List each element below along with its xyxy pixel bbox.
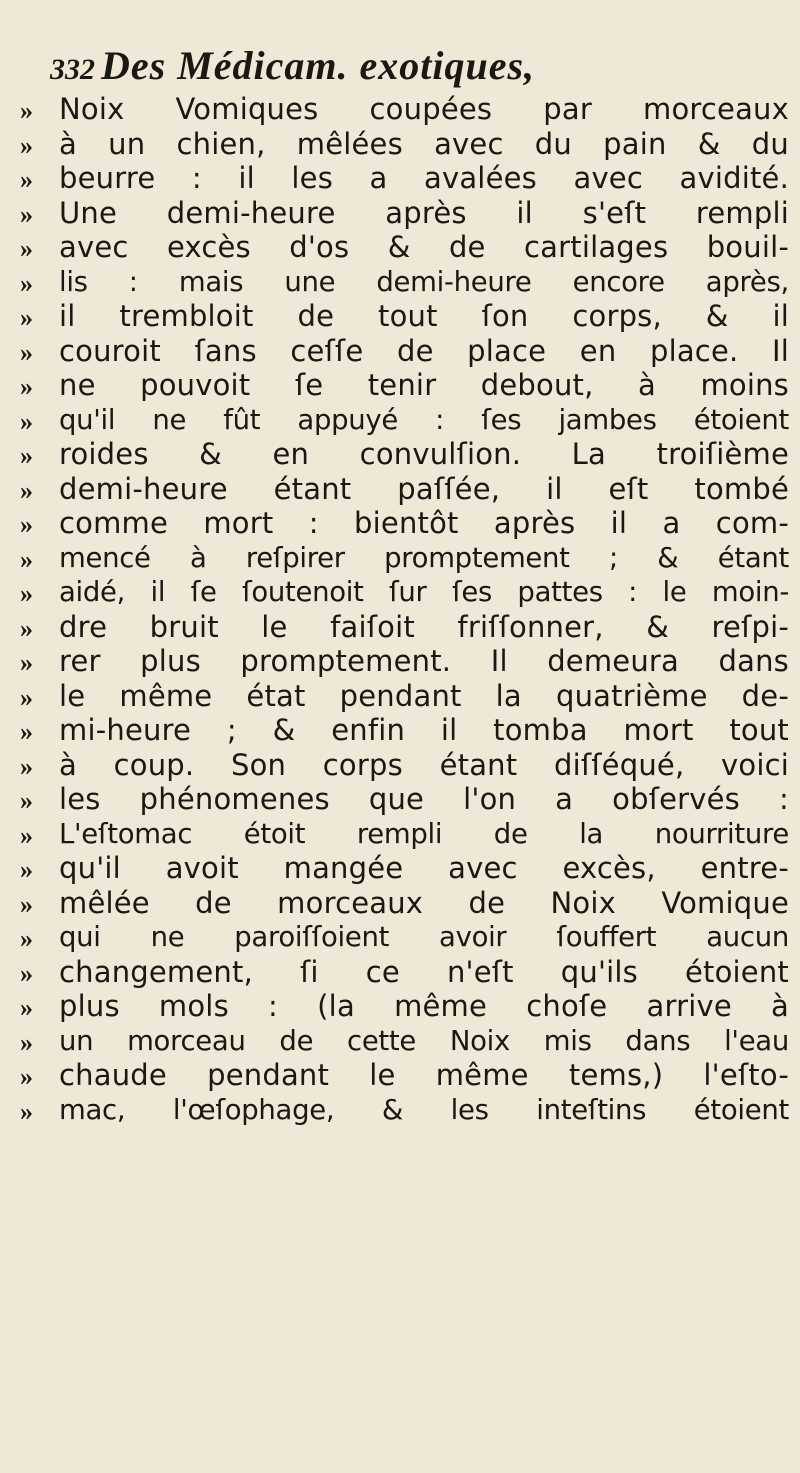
quote-mark: »	[20, 717, 33, 746]
line-text: roides & en convulſion. La troiſième	[59, 437, 789, 471]
quote-mark: »	[20, 613, 33, 643]
quote-mark: »	[20, 475, 33, 505]
line-text: comme mort : bientôt après il a com-	[59, 506, 789, 540]
quote-mark: »	[20, 337, 33, 367]
line-text: il trembloit de tout ſon corps, & il	[59, 299, 789, 333]
line-text: qui ne paroiſſoient avoir ſouffert aucun	[59, 921, 789, 953]
quote-mark: »	[20, 889, 33, 919]
text-line	[20, 437, 789, 472]
line-text: à un chien, mêlées avec du pain & du	[59, 126, 789, 161]
line-text: aidé, il ſe ſoutenoit ſur ſes pattes : le moin-	[59, 576, 789, 608]
line-text: Noix Vomiques coupées par morceaux	[59, 92, 789, 126]
line-text: un morceau de cette Noix mis dans l'eau	[59, 1024, 789, 1057]
line-text: demi-heure étant paſſée, il eſt tombé	[59, 471, 789, 506]
line-text: beurre : il les a avalées avec avidité.	[59, 161, 789, 195]
line-text: mac, l'œſophage, & les inteſtins étoient	[59, 1093, 789, 1126]
quote-mark: »	[20, 1096, 33, 1126]
line-text: Une demi-heure après il s'eſt rempli	[59, 195, 789, 230]
text-line	[20, 851, 789, 886]
text-line	[20, 126, 789, 162]
quote-mark: »	[20, 268, 33, 298]
line-text: rer plus promptement. Il demeura dans	[59, 644, 789, 678]
quote-mark: »	[20, 165, 33, 194]
text-line	[20, 1058, 789, 1093]
quote-mark: »	[20, 648, 33, 677]
quote-mark: »	[20, 682, 33, 712]
quote-mark: »	[20, 544, 33, 574]
quote-mark: »	[20, 199, 33, 229]
line-text: chaude pendant le même tems,) l'eſto-	[59, 1058, 789, 1092]
quote-mark: »	[20, 96, 33, 125]
line-text: le même état pendant la quatrième de-	[59, 678, 789, 713]
text-line	[20, 299, 789, 334]
quote-mark: »	[20, 1027, 33, 1057]
text-line	[20, 1093, 789, 1128]
text-line	[20, 195, 789, 231]
line-text: mêlée de morceaux de Noix Vomique	[59, 885, 789, 920]
line-text: qu'il ne fût appuyé : ſes jambes étoient	[59, 403, 789, 436]
text-line	[20, 713, 789, 748]
line-text: lis : mais une demi-heure encore après,	[59, 265, 789, 298]
quote-mark: »	[20, 1062, 33, 1091]
quote-mark: »	[20, 303, 33, 332]
page-header	[50, 42, 770, 98]
quote-mark: »	[20, 234, 33, 263]
text-line	[20, 954, 789, 990]
text-line	[20, 575, 789, 610]
quote-mark: »	[20, 855, 33, 884]
text-line	[20, 920, 789, 955]
line-text: qu'il avoit mangée avec excès, entre-	[59, 851, 789, 885]
text-line	[20, 817, 789, 852]
text-line	[20, 989, 789, 1024]
running-title: Des Médicam. exotiques,	[101, 43, 536, 88]
text-line	[20, 471, 789, 507]
quote-mark: »	[20, 924, 33, 953]
text-line	[20, 333, 789, 369]
quote-mark: »	[20, 958, 33, 988]
line-text: les phénomenes que l'on a obſervés :	[59, 782, 789, 816]
text-line	[20, 782, 789, 817]
text-line	[20, 609, 789, 645]
quote-mark: »	[20, 406, 33, 436]
line-text: changement, ſi ce n'eſt qu'ils étoient	[59, 954, 789, 989]
text-line	[20, 678, 789, 714]
text-line	[20, 541, 789, 576]
quote-mark: »	[20, 441, 33, 470]
quote-mark: »	[20, 993, 33, 1022]
page-number: 332	[50, 53, 95, 86]
line-text: avec excès d'os & de cartilages bouil-	[59, 230, 789, 264]
text-line	[20, 506, 789, 541]
quote-mark: »	[20, 579, 33, 608]
quote-mark: »	[20, 786, 33, 815]
text-line	[20, 644, 789, 679]
text-line	[20, 230, 789, 265]
text-line	[20, 92, 789, 127]
line-text: mi-heure ; & enfin il tomba mort tout	[59, 713, 789, 747]
line-text: à coup. Son corps étant diſſéqué, voici	[59, 747, 789, 782]
text-line	[20, 1024, 789, 1059]
quote-mark: »	[20, 130, 33, 160]
line-text: L'eſtomac étoit rempli de la nourriture	[59, 817, 789, 850]
text-line	[20, 265, 789, 300]
quote-mark: »	[20, 751, 33, 781]
line-text: plus mols : (la même choſe arrive à	[59, 989, 789, 1023]
text-line	[20, 747, 789, 783]
line-text: couroit ſans ceſſe de place en place. Il	[59, 333, 789, 368]
text-line	[20, 885, 789, 921]
quote-mark: »	[20, 510, 33, 539]
line-text: dre bruit le faiſoit friſſonner, & reſpi-	[59, 609, 789, 644]
quote-mark: »	[20, 372, 33, 401]
text-line	[20, 161, 789, 196]
quote-mark: »	[20, 820, 33, 850]
body-text	[20, 92, 789, 1127]
line-text: ne pouvoit ſe tenir debout, à moins	[59, 368, 789, 402]
text-line	[20, 368, 789, 403]
text-line	[20, 403, 789, 438]
line-text: mencé à reſpirer promptement ; & étant	[59, 541, 789, 574]
